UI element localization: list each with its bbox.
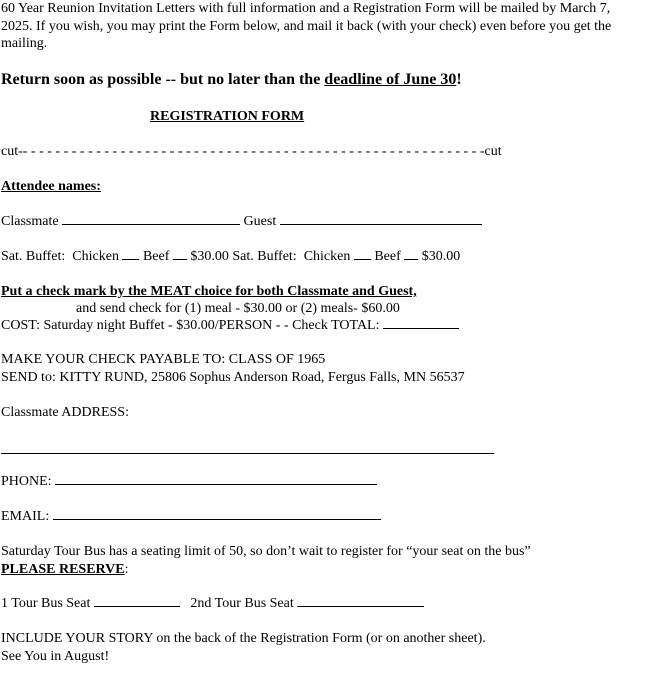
guest-label: Guest	[243, 214, 277, 229]
guest-chicken-label: Chicken	[303, 249, 351, 264]
seat1-field[interactable]	[94, 605, 180, 607]
reserve-label: PLEASE RESERVE	[1, 562, 125, 577]
guest-beef-label: Beef	[374, 249, 401, 264]
cost-text: COST: Saturday night Buffet - $30.00/PERSON - - Check TOTAL:	[1, 318, 380, 333]
cut-dashes: - - - - - - - - - - - - - - - - - - - - - - - - - - - - - - - - - - - - - - - - - - - - - - - - - - - - - - - - -	[22, 144, 485, 159]
seat2-label: 2nd Tour Bus Seat	[190, 596, 294, 611]
send-check-instruction: and send check for (1) meal - $30.00 or (2) meals- $60.00	[76, 301, 400, 316]
phone-row	[1, 473, 377, 491]
guest-name-field[interactable]	[280, 223, 482, 225]
classmate-beef-label: Beef	[142, 249, 170, 264]
deadline-text: deadline of June 30	[324, 71, 457, 88]
guest-chicken-check[interactable]	[354, 258, 371, 260]
seat2-field[interactable]	[297, 605, 424, 607]
return-text: Return soon as possible -- but no later than the	[1, 71, 325, 88]
cut-right: cut	[484, 144, 502, 159]
send-to-line: SEND to: KITTY RUND, 25806 Sophus Anderson Road, Fergus Falls, MN 56537	[1, 370, 465, 385]
classmate-buffet-price: $30.00	[190, 249, 229, 264]
cut-line	[1, 143, 502, 161]
address-label: Classmate ADDRESS:	[1, 405, 129, 420]
story-line: INCLUDE YOUR STORY on the back of the Registration Form (or on another sheet).	[1, 631, 486, 646]
guest-buffet-label: Sat. Buffet:	[232, 249, 297, 264]
attendee-heading: Attendee names:	[1, 179, 101, 194]
reserve-colon: :	[124, 562, 129, 577]
address-field[interactable]	[1, 453, 494, 454]
bus-seats-row	[1, 595, 424, 613]
classmate-chicken-check[interactable]	[122, 258, 139, 260]
email-label: EMAIL:	[1, 509, 50, 524]
bus-note: Saturday Tour Bus has a seating limit of 50, so don’t wait to register for “your seat on the bus”	[1, 544, 531, 559]
check-total-field[interactable]	[383, 327, 459, 329]
phone-label: PHONE:	[1, 474, 52, 489]
cut-left: cut-	[1, 144, 23, 159]
classmate-buffet-label: Sat. Buffet:	[1, 249, 66, 264]
cost-row	[1, 317, 459, 335]
classmate-beef-check[interactable]	[173, 258, 187, 260]
return-deadline-line	[1, 70, 462, 90]
phone-field[interactable]	[55, 483, 377, 485]
email-row	[1, 508, 381, 526]
guest-buffet-price: $30.00	[421, 249, 461, 264]
closing-line: See You in August!	[1, 649, 110, 664]
intro-paragraph: 60 Year Reunion Invitation Letters with full information and a Registration Form will be mailed by March 7, 2025. If you wish, you may print the Form below, and mail it back (with your check) even before you get the mailing.	[1, 1, 612, 51]
email-field[interactable]	[53, 518, 381, 520]
classmate-label: Classmate	[1, 214, 59, 229]
seat1-label: 1 Tour Bus Seat	[1, 596, 91, 611]
names-row	[1, 213, 482, 231]
payable-line: MAKE YOUR CHECK PAYABLE TO: CLASS OF 1965	[1, 352, 326, 367]
buffet-row	[1, 248, 460, 266]
return-end: !	[456, 71, 462, 88]
checkmark-instruction: Put a check mark by the MEAT choice for both Classmate and Guest,	[1, 284, 417, 299]
guest-beef-check[interactable]	[404, 258, 418, 260]
classmate-name-field[interactable]	[62, 223, 240, 225]
classmate-chicken-label: Chicken	[72, 249, 119, 264]
form-title: REGISTRATION FORM	[150, 109, 305, 124]
reserve-line	[1, 561, 129, 579]
